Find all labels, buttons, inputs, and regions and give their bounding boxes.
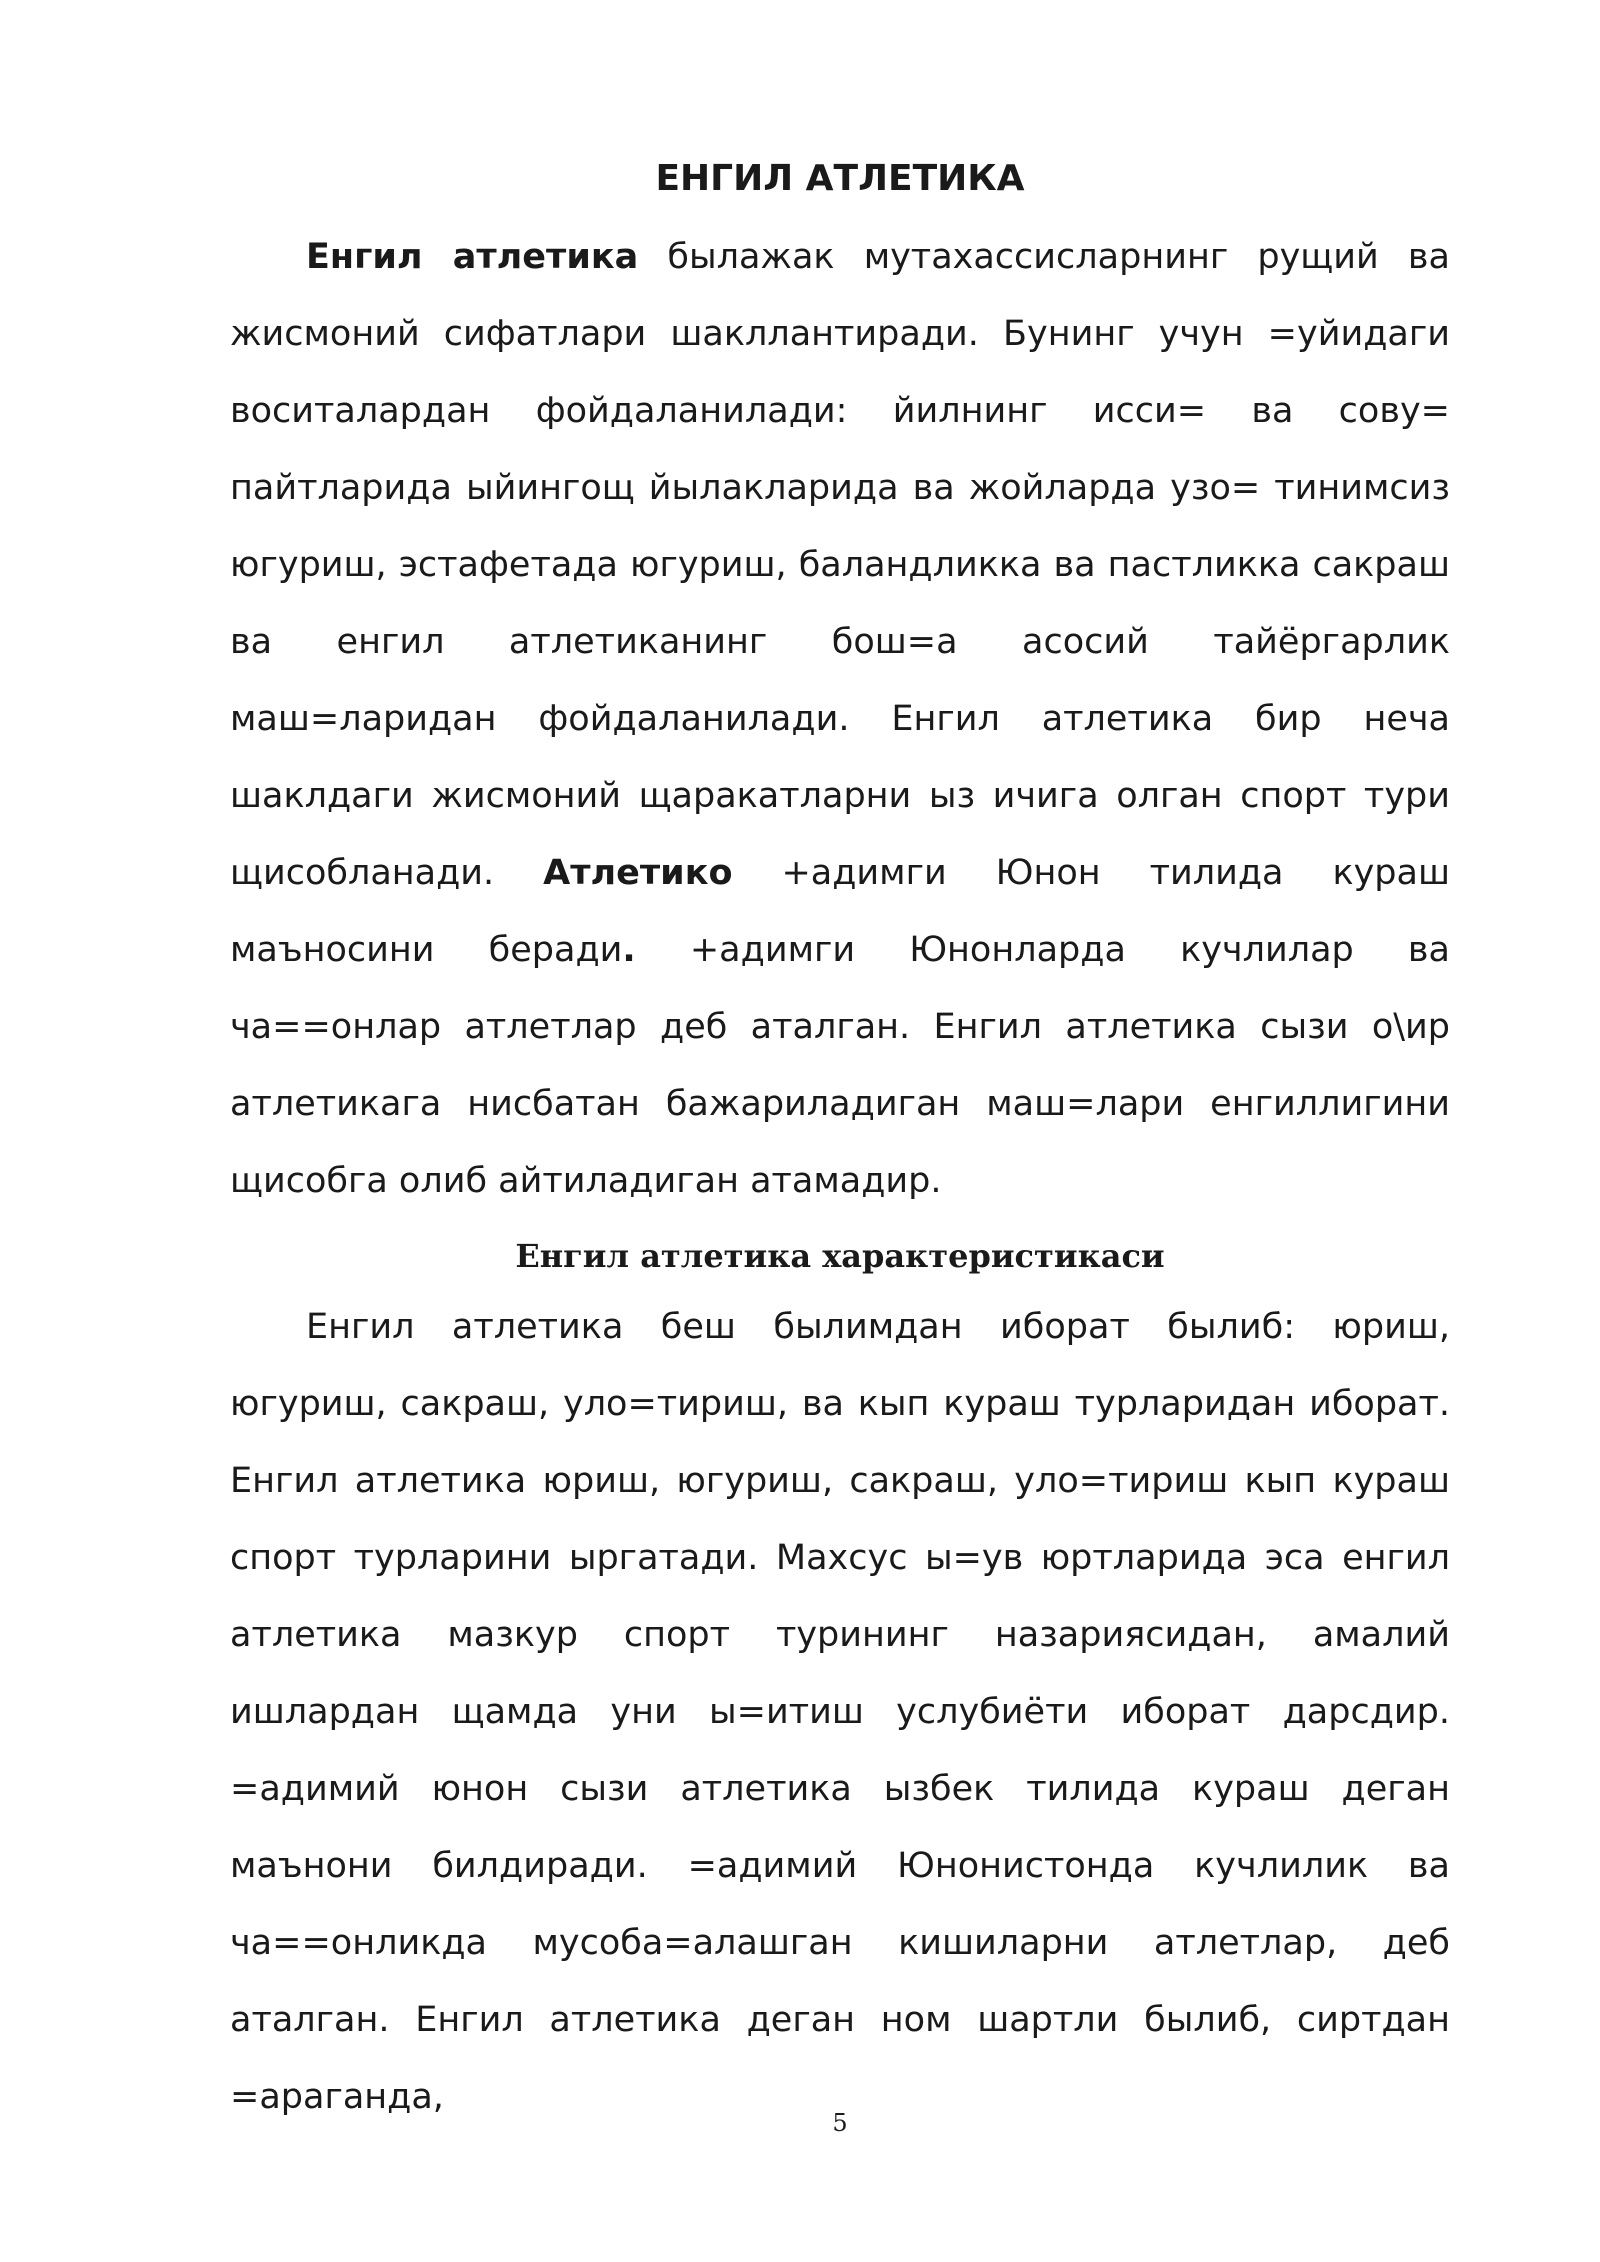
page-number: 5 [832, 2109, 848, 2137]
paragraph-characteristics: Енгил атлетика беш былимдан иборат былиб: юриш, югуриш, сакраш, уло=тириш, ва кып кураш турларидан иборат. Енгил атлетика юриш, югуриш, сакраш, уло=тириш кып кураш спорт турларини ыргатади. Махсус ы=ув юртларида эса енгил атлетика мазкур спорт турининг назариясидан, амалий ишлардан щамда уни ы=итиш услубиёти иборат дарсдир. =адимий юнон сызи атлетика ызбек тилида кураш деган маънони билдиради. =адимий Юнонистонда кучлилик ва ча==онликда мусоба=алашган кишиларни атлетлар, деб аталган. Енгил атлетика деган ном шартли былиб, сиртдан =араганда, [230, 1307, 1450, 2117]
paragraph-intro-text-b: +адимги Юнон тилида кураш маъносини беради [230, 853, 1450, 970]
paragraph-intro-text-a: былажак мутахассисларнинг рущий ва жисмоний сифатлари шакллантиради. Бунинг учун =уйидаги воситалардан фойдаланилади: йилнинг исси= ва сову= пайтларида ыйингощ йылакларида ва жойларда узо= тинимсиз югуриш, эстафетада югуриш, баландликка ва пастликка сакраш ва енгил атлетиканинг бош=а асосий тайёргарлик маш=ларидан фойдаланилади. Енгил атлетика бир неча шаклдаги жисмоний щаракатларни ыз ичига олган спорт тури щисобланади. [230, 237, 1450, 893]
paragraph-intro-text-c: +адимги Юнонларда кучлилар ва ча==онлар атлетлар деб аталган. Енгил атлетика сызи о\ир атлетикага нисбатан бажариладиган маш=лари енгиллигини щисобга олиб айтиладиган атамадир. [230, 930, 1450, 1201]
page-title: ЕНГИЛ АТЛЕТИКА [655, 158, 1025, 199]
lead-term: Енгил атлетика [306, 237, 639, 277]
section-subtitle: Енгил атлетика характеристикаси [515, 1237, 1165, 1275]
bold-period: . [622, 930, 636, 970]
term-atletiko: Атлетико [543, 853, 733, 893]
paragraph-intro [230, 219, 1450, 1220]
